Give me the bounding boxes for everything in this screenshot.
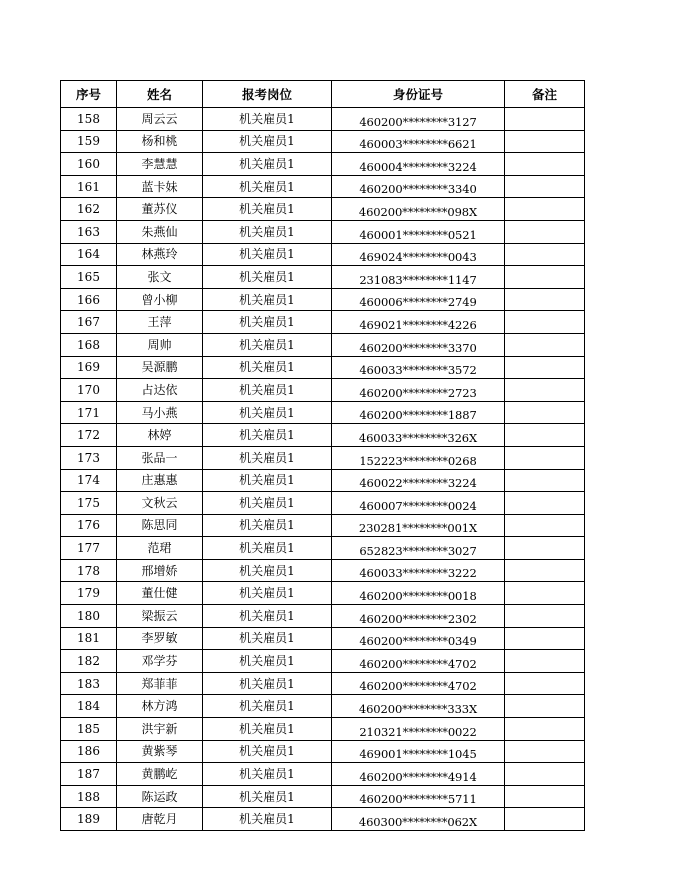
cell-id-number: 460006********2749 <box>332 288 505 311</box>
table-row <box>61 401 585 424</box>
cell-id-number: 460022********3224 <box>332 469 505 492</box>
cell-name: 洪宇新 <box>117 718 203 741</box>
cell-id-number: 460007********0024 <box>332 492 505 515</box>
cell-seq: 169 <box>61 356 117 379</box>
cell-seq: 174 <box>61 469 117 492</box>
cell-seq: 168 <box>61 333 117 356</box>
cell-name: 文秋云 <box>117 492 203 515</box>
cell-remark <box>505 695 585 718</box>
cell-name: 庄惠惠 <box>117 469 203 492</box>
cell-id-number: 652823********3027 <box>332 537 505 560</box>
cell-position: 机关雇员1 <box>203 627 332 650</box>
cell-position: 机关雇员1 <box>203 672 332 695</box>
applicant-table <box>60 80 585 831</box>
cell-position: 机关雇员1 <box>203 243 332 266</box>
cell-remark <box>505 198 585 221</box>
table-row <box>61 243 585 266</box>
cell-seq: 171 <box>61 401 117 424</box>
header-seq: 序号 <box>61 81 117 108</box>
table-row <box>61 379 585 402</box>
cell-seq: 183 <box>61 672 117 695</box>
cell-name: 邓学芬 <box>117 650 203 673</box>
cell-seq: 162 <box>61 198 117 221</box>
cell-id-number: 460200********3340 <box>332 175 505 198</box>
cell-id-number: 460200********2723 <box>332 379 505 402</box>
cell-position: 机关雇员1 <box>203 333 332 356</box>
table-body <box>61 108 585 831</box>
cell-position: 机关雇员1 <box>203 266 332 289</box>
cell-position: 机关雇员1 <box>203 130 332 153</box>
cell-name: 陈运政 <box>117 785 203 808</box>
cell-id-number: 469024********0043 <box>332 243 505 266</box>
cell-name: 陈思同 <box>117 514 203 537</box>
cell-remark <box>505 266 585 289</box>
cell-seq: 165 <box>61 266 117 289</box>
cell-seq: 189 <box>61 808 117 831</box>
cell-remark <box>505 153 585 176</box>
cell-remark <box>505 582 585 605</box>
cell-name: 邢增娇 <box>117 559 203 582</box>
header-remark: 备注 <box>505 81 585 108</box>
cell-seq: 173 <box>61 446 117 469</box>
cell-seq: 180 <box>61 605 117 628</box>
cell-id-number: 460004********3224 <box>332 153 505 176</box>
cell-position: 机关雇员1 <box>203 198 332 221</box>
cell-id-number: 210321********0022 <box>332 718 505 741</box>
cell-position: 机关雇员1 <box>203 514 332 537</box>
cell-position: 机关雇员1 <box>203 401 332 424</box>
cell-id-number: 460200********2302 <box>332 605 505 628</box>
cell-position: 机关雇员1 <box>203 492 332 515</box>
table-row <box>61 763 585 786</box>
cell-seq: 175 <box>61 492 117 515</box>
cell-id-number: 231083********1147 <box>332 266 505 289</box>
cell-remark <box>505 492 585 515</box>
cell-remark <box>505 288 585 311</box>
cell-seq: 166 <box>61 288 117 311</box>
cell-name: 林燕玲 <box>117 243 203 266</box>
table-row <box>61 785 585 808</box>
cell-position: 机关雇员1 <box>203 446 332 469</box>
cell-name: 黄鹏屹 <box>117 763 203 786</box>
cell-position: 机关雇员1 <box>203 537 332 560</box>
table-row <box>61 333 585 356</box>
cell-id-number: 460200********5711 <box>332 785 505 808</box>
table-row <box>61 311 585 334</box>
cell-id-number: 460200********1887 <box>332 401 505 424</box>
cell-name: 周云云 <box>117 108 203 131</box>
table-row <box>61 650 585 673</box>
table-row <box>61 424 585 447</box>
cell-position: 机关雇员1 <box>203 808 332 831</box>
cell-seq: 179 <box>61 582 117 605</box>
cell-position: 机关雇员1 <box>203 424 332 447</box>
cell-seq: 161 <box>61 175 117 198</box>
cell-remark <box>505 740 585 763</box>
cell-remark <box>505 785 585 808</box>
cell-id-number: 460200********098X <box>332 198 505 221</box>
cell-name: 董仕健 <box>117 582 203 605</box>
cell-seq: 186 <box>61 740 117 763</box>
cell-name: 张品一 <box>117 446 203 469</box>
cell-remark <box>505 446 585 469</box>
table-row <box>61 175 585 198</box>
cell-name: 杨和桃 <box>117 130 203 153</box>
cell-id-number: 469021********4226 <box>332 311 505 334</box>
cell-id-number: 460200********3127 <box>332 108 505 131</box>
cell-id-number: 460003********6621 <box>332 130 505 153</box>
cell-position: 机关雇员1 <box>203 311 332 334</box>
cell-name: 李慧慧 <box>117 153 203 176</box>
table-row <box>61 266 585 289</box>
cell-position: 机关雇员1 <box>203 469 332 492</box>
cell-name: 郑菲菲 <box>117 672 203 695</box>
table-row <box>61 356 585 379</box>
cell-seq: 163 <box>61 220 117 243</box>
cell-seq: 185 <box>61 718 117 741</box>
cell-id-number: 460033********326X <box>332 424 505 447</box>
cell-remark <box>505 379 585 402</box>
cell-name: 占达依 <box>117 379 203 402</box>
cell-id-number: 152223********0268 <box>332 446 505 469</box>
cell-remark <box>505 401 585 424</box>
header-position: 报考岗位 <box>203 81 332 108</box>
cell-position: 机关雇员1 <box>203 288 332 311</box>
cell-name: 周帅 <box>117 333 203 356</box>
cell-remark <box>505 108 585 131</box>
cell-id-number: 469001********1045 <box>332 740 505 763</box>
cell-name: 唐乾月 <box>117 808 203 831</box>
table-row <box>61 469 585 492</box>
table-row <box>61 808 585 831</box>
cell-seq: 184 <box>61 695 117 718</box>
cell-position: 机关雇员1 <box>203 718 332 741</box>
cell-id-number: 460200********0349 <box>332 627 505 650</box>
cell-remark <box>505 514 585 537</box>
cell-id-number: 460200********333X <box>332 695 505 718</box>
cell-position: 机关雇员1 <box>203 379 332 402</box>
cell-id-number: 460200********4914 <box>332 763 505 786</box>
cell-remark <box>505 130 585 153</box>
cell-remark <box>505 672 585 695</box>
table-row <box>61 627 585 650</box>
cell-position: 机关雇员1 <box>203 153 332 176</box>
cell-id-number: 460033********3222 <box>332 559 505 582</box>
cell-position: 机关雇员1 <box>203 695 332 718</box>
cell-position: 机关雇员1 <box>203 175 332 198</box>
cell-position: 机关雇员1 <box>203 559 332 582</box>
cell-seq: 172 <box>61 424 117 447</box>
cell-id-number: 460200********4702 <box>332 672 505 695</box>
cell-remark <box>505 537 585 560</box>
cell-position: 机关雇员1 <box>203 785 332 808</box>
cell-id-number: 460200********3370 <box>332 333 505 356</box>
cell-id-number: 460001********0521 <box>332 220 505 243</box>
table-row <box>61 108 585 131</box>
table-row <box>61 605 585 628</box>
table-row <box>61 198 585 221</box>
cell-name: 王萍 <box>117 311 203 334</box>
table-row <box>61 718 585 741</box>
cell-seq: 158 <box>61 108 117 131</box>
cell-remark <box>505 559 585 582</box>
cell-position: 机关雇员1 <box>203 740 332 763</box>
cell-name: 张文 <box>117 266 203 289</box>
cell-id-number: 230281********001X <box>332 514 505 537</box>
cell-remark <box>505 718 585 741</box>
table-row <box>61 130 585 153</box>
cell-seq: 181 <box>61 627 117 650</box>
table-row <box>61 220 585 243</box>
cell-position: 机关雇员1 <box>203 356 332 379</box>
cell-name: 李罗敏 <box>117 627 203 650</box>
cell-seq: 167 <box>61 311 117 334</box>
cell-position: 机关雇员1 <box>203 108 332 131</box>
cell-position: 机关雇员1 <box>203 763 332 786</box>
table-row <box>61 153 585 176</box>
cell-remark <box>505 469 585 492</box>
cell-seq: 188 <box>61 785 117 808</box>
cell-remark <box>505 333 585 356</box>
cell-remark <box>505 424 585 447</box>
cell-seq: 187 <box>61 763 117 786</box>
table-row <box>61 559 585 582</box>
table-row <box>61 446 585 469</box>
cell-seq: 160 <box>61 153 117 176</box>
cell-name: 蓝卡妹 <box>117 175 203 198</box>
table-row <box>61 582 585 605</box>
cell-name: 曾小柳 <box>117 288 203 311</box>
header-name: 姓名 <box>117 81 203 108</box>
cell-id-number: 460300********062X <box>332 808 505 831</box>
cell-position: 机关雇员1 <box>203 220 332 243</box>
cell-name: 董苏仪 <box>117 198 203 221</box>
table-row <box>61 514 585 537</box>
cell-seq: 164 <box>61 243 117 266</box>
cell-id-number: 460200********0018 <box>332 582 505 605</box>
cell-position: 机关雇员1 <box>203 650 332 673</box>
cell-seq: 170 <box>61 379 117 402</box>
cell-name: 林方鸿 <box>117 695 203 718</box>
cell-seq: 177 <box>61 537 117 560</box>
table-row <box>61 288 585 311</box>
cell-position: 机关雇员1 <box>203 582 332 605</box>
table-row <box>61 672 585 695</box>
cell-seq: 159 <box>61 130 117 153</box>
cell-remark <box>505 243 585 266</box>
cell-remark <box>505 808 585 831</box>
cell-id-number: 460200********4702 <box>332 650 505 673</box>
table-row <box>61 695 585 718</box>
cell-position: 机关雇员1 <box>203 605 332 628</box>
cell-remark <box>505 650 585 673</box>
cell-name: 吴源鹏 <box>117 356 203 379</box>
cell-name: 梁振云 <box>117 605 203 628</box>
table-row <box>61 537 585 560</box>
cell-seq: 178 <box>61 559 117 582</box>
cell-seq: 182 <box>61 650 117 673</box>
cell-seq: 176 <box>61 514 117 537</box>
cell-name: 范珺 <box>117 537 203 560</box>
cell-name: 林婷 <box>117 424 203 447</box>
cell-remark <box>505 605 585 628</box>
cell-name: 黄紫琴 <box>117 740 203 763</box>
cell-remark <box>505 627 585 650</box>
cell-remark <box>505 311 585 334</box>
cell-name: 马小燕 <box>117 401 203 424</box>
cell-name: 朱燕仙 <box>117 220 203 243</box>
table-row <box>61 740 585 763</box>
header-id-number: 身份证号 <box>332 81 505 108</box>
table-row <box>61 492 585 515</box>
cell-remark <box>505 763 585 786</box>
cell-remark <box>505 356 585 379</box>
cell-id-number: 460033********3572 <box>332 356 505 379</box>
cell-remark <box>505 220 585 243</box>
cell-remark <box>505 175 585 198</box>
table-header-row <box>61 81 585 108</box>
